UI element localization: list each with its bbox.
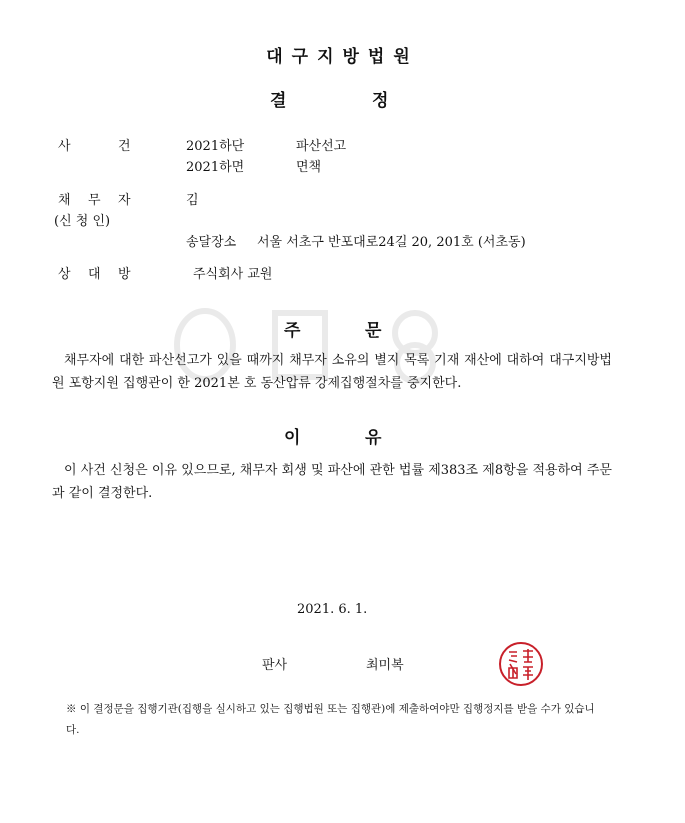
applicant-sublabel: (신 청 인) xyxy=(54,214,111,229)
debtor-label-2: 무 xyxy=(88,193,101,208)
court-name: 대구지방법원 xyxy=(266,47,419,67)
judge-seal xyxy=(497,640,545,688)
debtor-label-1: 채 xyxy=(58,193,71,208)
judge-title: 판사 xyxy=(262,658,288,673)
reason-heading-2: 유 xyxy=(365,428,382,448)
delivery-address: 서울 서초구 반포대로24길 20, 201호 (서초동) xyxy=(257,235,526,250)
debtor-label-3: 자 xyxy=(118,193,131,208)
footnote: ※ 이 결정문을 집행기관(집행을 실시하고 있는 집행법원 또는 집행관)에 제출하여야만 집행정지를 받을 수가 있습니다. xyxy=(66,703,595,736)
judge-name: 최미복 xyxy=(366,658,404,673)
reason-heading-1: 이 xyxy=(284,428,301,448)
doc-type-char-2: 정 xyxy=(372,91,389,111)
decision-date: 2021. 6. 1. xyxy=(297,602,368,617)
counterparty-label-2: 대 xyxy=(88,267,101,282)
counterparty-name: 주식회사 교원 xyxy=(193,267,273,282)
case-name: 면책 xyxy=(296,160,322,175)
order-heading-2: 문 xyxy=(365,321,382,341)
case-number: 2021하면 xyxy=(186,160,245,175)
debtor-name: 김 xyxy=(186,193,199,208)
reason-text: 이 사건 신청은 이유 있으므로, 채무자 회생 및 파산에 관한 법률 제383조 제8항을 적용하여 주문과 같이 결정한다. xyxy=(52,463,612,501)
case-number: 2021하단 xyxy=(186,139,245,154)
case-name: 파산선고 xyxy=(296,139,347,154)
counterparty-label-3: 방 xyxy=(118,267,131,282)
counterparty-label-1: 상 xyxy=(58,267,71,282)
delivery-label: 송달장소 xyxy=(186,235,237,250)
doc-type-char-1: 결 xyxy=(270,91,287,111)
case-label-1: 사 xyxy=(58,139,71,154)
case-label-2: 건 xyxy=(118,139,131,154)
order-text: 채무자에 대한 파산선고가 있을 때까지 채무자 소유의 별지 목록 기재 재산에 대하여 대구지방법원 포항지원 집행관이 한 2021본 호 동산압류 강제집행절차를 중지한다. xyxy=(52,353,612,391)
order-heading-1: 주 xyxy=(284,321,301,341)
